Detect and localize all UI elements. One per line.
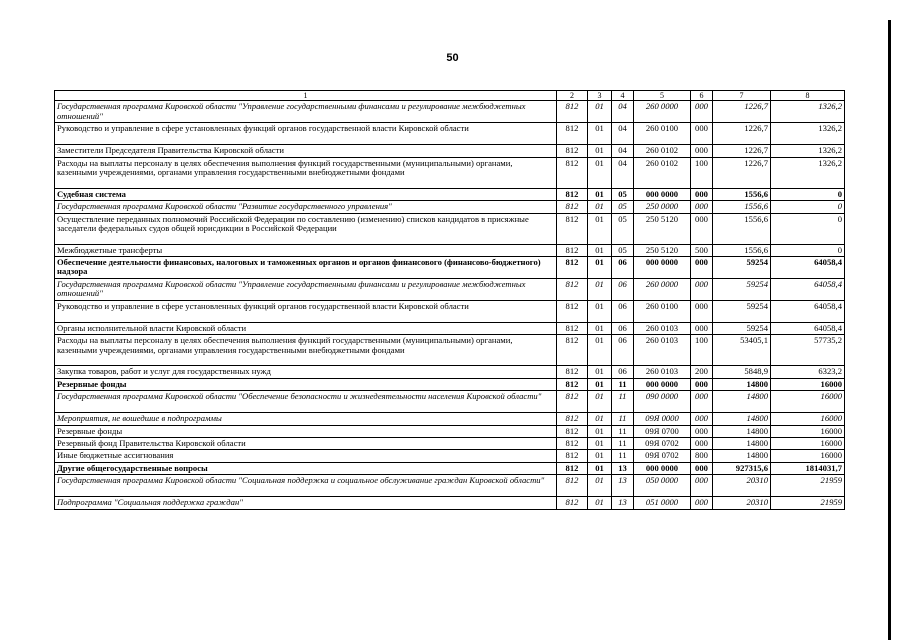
target-article-cell: 09Я 0702 xyxy=(634,450,691,462)
column-header: 2 xyxy=(557,91,588,101)
ministry-code-cell: 812 xyxy=(557,438,588,450)
subsection-cell: 11 xyxy=(612,438,634,450)
amount-2014-cell: 59254 xyxy=(713,301,771,323)
section-cell: 01 xyxy=(588,301,612,323)
row-name-cell: Судебная система xyxy=(55,188,557,200)
table-row xyxy=(55,301,845,323)
target-article-cell: 260 0103 xyxy=(634,366,691,378)
amount-2015-cell: 16000 xyxy=(771,391,845,413)
amount-2014-cell: 20310 xyxy=(713,497,771,509)
section-cell: 01 xyxy=(588,101,612,123)
row-name-cell: Резервные фонды xyxy=(55,425,557,437)
row-name-cell: Руководство и управление в сфере установленных функций органов государственной власти Кировской области xyxy=(55,301,557,323)
section-cell: 01 xyxy=(588,438,612,450)
expense-type-cell: 000 xyxy=(691,475,713,497)
expense-type-cell: 000 xyxy=(691,123,713,145)
amount-2015-cell: 16000 xyxy=(771,425,845,437)
table-row xyxy=(55,366,845,378)
amount-2015-cell: 57735,2 xyxy=(771,335,845,366)
subsection-cell: 05 xyxy=(612,244,634,256)
table-row xyxy=(55,413,845,425)
amount-2015-cell: 1326,2 xyxy=(771,101,845,123)
amount-2014-cell: 14800 xyxy=(713,438,771,450)
section-cell: 01 xyxy=(588,323,612,335)
ministry-code-cell: 812 xyxy=(557,462,588,474)
subsection-cell: 11 xyxy=(612,450,634,462)
section-cell: 01 xyxy=(588,123,612,145)
table-row xyxy=(55,475,845,497)
target-article-cell: 000 0000 xyxy=(634,378,691,390)
amount-2014-cell: 59254 xyxy=(713,257,771,279)
subsection-cell: 06 xyxy=(612,301,634,323)
ministry-code-cell: 812 xyxy=(557,157,588,188)
row-name-cell: Государственная программа Кировской области "Управление государственными финансами и регулирование межбюджетных отношений" xyxy=(55,279,557,301)
expense-type-cell: 200 xyxy=(691,366,713,378)
subsection-cell: 13 xyxy=(612,475,634,497)
ministry-code-cell: 812 xyxy=(557,201,588,213)
target-article-cell: 000 0000 xyxy=(634,188,691,200)
row-name-cell: Подпрограмма "Социальная поддержка граждан" xyxy=(55,497,557,509)
section-cell: 01 xyxy=(588,366,612,378)
expense-type-cell: 000 xyxy=(691,188,713,200)
table-body xyxy=(55,101,845,509)
amount-2015-cell: 0 xyxy=(771,244,845,256)
subsection-cell: 06 xyxy=(612,335,634,366)
ministry-code-cell: 812 xyxy=(557,213,588,244)
expense-type-cell: 000 xyxy=(691,323,713,335)
row-name-cell: Государственная программа Кировской области "Социальная поддержка и социальное обслуживание граждан Кировской области" xyxy=(55,475,557,497)
table-row xyxy=(55,462,845,474)
row-name-cell: Резервный фонд Правительства Кировской области xyxy=(55,438,557,450)
amount-2015-cell: 0 xyxy=(771,201,845,213)
expense-type-cell: 000 xyxy=(691,301,713,323)
expense-type-cell: 000 xyxy=(691,201,713,213)
section-cell: 01 xyxy=(588,279,612,301)
expense-type-cell: 000 xyxy=(691,101,713,123)
row-name-cell: Органы исполнительной власти Кировской области xyxy=(55,323,557,335)
section-cell: 01 xyxy=(588,335,612,366)
expense-type-cell: 500 xyxy=(691,244,713,256)
expense-type-cell: 100 xyxy=(691,157,713,188)
ministry-code-cell: 812 xyxy=(557,257,588,279)
section-cell: 01 xyxy=(588,413,612,425)
amount-2015-cell: 0 xyxy=(771,213,845,244)
section-cell: 01 xyxy=(588,391,612,413)
target-article-cell: 250 0000 xyxy=(634,201,691,213)
subsection-cell: 04 xyxy=(612,101,634,123)
page-edge-rule xyxy=(888,20,891,640)
row-name-cell: Другие общегосударственные вопросы xyxy=(55,462,557,474)
subsection-cell: 11 xyxy=(612,425,634,437)
subsection-cell: 11 xyxy=(612,413,634,425)
table-row xyxy=(55,101,845,123)
ministry-code-cell: 812 xyxy=(557,323,588,335)
target-article-cell: 09Я 0000 xyxy=(634,413,691,425)
target-article-cell: 09Я 0700 xyxy=(634,425,691,437)
table-row xyxy=(55,497,845,509)
table-row xyxy=(55,323,845,335)
table-row xyxy=(55,335,845,366)
ministry-code-cell: 812 xyxy=(557,145,588,157)
section-cell: 01 xyxy=(588,213,612,244)
amount-2014-cell: 20310 xyxy=(713,475,771,497)
table-row xyxy=(55,123,845,145)
subsection-cell: 06 xyxy=(612,323,634,335)
target-article-cell: 260 0000 xyxy=(634,279,691,301)
amount-2015-cell: 16000 xyxy=(771,438,845,450)
subsection-cell: 13 xyxy=(612,462,634,474)
ministry-code-cell: 812 xyxy=(557,244,588,256)
target-article-cell: 250 5120 xyxy=(634,244,691,256)
column-header: 8 xyxy=(771,91,845,101)
ministry-code-cell: 812 xyxy=(557,425,588,437)
section-cell: 01 xyxy=(588,462,612,474)
amount-2014-cell: 14800 xyxy=(713,450,771,462)
amount-2014-cell: 59254 xyxy=(713,323,771,335)
expense-type-cell: 000 xyxy=(691,462,713,474)
section-cell: 01 xyxy=(588,378,612,390)
amount-2014-cell: 1226,7 xyxy=(713,157,771,188)
amount-2014-cell: 14800 xyxy=(713,391,771,413)
ministry-code-cell: 812 xyxy=(557,413,588,425)
column-header: 5 xyxy=(634,91,691,101)
row-name-cell: Осуществление переданных полномочий Российской Федерации по составлению (изменению) списков кандидатов в присяжные заседатели федеральных судов общей юрисдикции в Российской Федерации xyxy=(55,213,557,244)
amount-2014-cell: 1226,7 xyxy=(713,123,771,145)
target-article-cell: 260 0103 xyxy=(634,323,691,335)
amount-2015-cell: 1814031,7 xyxy=(771,462,845,474)
target-article-cell: 260 0100 xyxy=(634,123,691,145)
section-cell: 01 xyxy=(588,257,612,279)
amount-2015-cell: 1326,2 xyxy=(771,157,845,188)
row-name-cell: Заместители Председателя Правительства Кировской области xyxy=(55,145,557,157)
amount-2015-cell: 1326,2 xyxy=(771,145,845,157)
section-cell: 01 xyxy=(588,497,612,509)
section-cell: 01 xyxy=(588,425,612,437)
subsection-cell: 05 xyxy=(612,201,634,213)
amount-2015-cell: 0 xyxy=(771,188,845,200)
ministry-code-cell: 812 xyxy=(557,123,588,145)
subsection-cell: 05 xyxy=(612,188,634,200)
section-cell: 01 xyxy=(588,201,612,213)
subsection-cell: 04 xyxy=(612,123,634,145)
amount-2015-cell: 64058,4 xyxy=(771,257,845,279)
table-row xyxy=(55,201,845,213)
amount-2014-cell: 927315,6 xyxy=(713,462,771,474)
amount-2014-cell: 14800 xyxy=(713,378,771,390)
amount-2015-cell: 21959 xyxy=(771,497,845,509)
target-article-cell: 260 0100 xyxy=(634,301,691,323)
target-article-cell: 260 0000 xyxy=(634,101,691,123)
row-name-cell: Мероприятия, не вошедшие в подпрограммы xyxy=(55,413,557,425)
row-name-cell: Расходы на выплаты персоналу в целях обеспечения выполнения функций государственными (муниципальными) органами, казенными учреждениями, органами управления государственными внебюджетными фондами xyxy=(55,157,557,188)
amount-2014-cell: 14800 xyxy=(713,413,771,425)
column-header: 7 xyxy=(713,91,771,101)
amount-2014-cell: 14800 xyxy=(713,425,771,437)
ministry-code-cell: 812 xyxy=(557,335,588,366)
subsection-cell: 04 xyxy=(612,145,634,157)
row-name-cell: Обеспечение деятельности финансовых, налоговых и таможенных органов и органов финансового (финансово-бюджетного) надзора xyxy=(55,257,557,279)
expense-type-cell: 000 xyxy=(691,257,713,279)
section-cell: 01 xyxy=(588,450,612,462)
ministry-code-cell: 812 xyxy=(557,188,588,200)
column-header: 4 xyxy=(612,91,634,101)
table-row xyxy=(55,378,845,390)
target-article-cell: 050 0000 xyxy=(634,475,691,497)
amount-2014-cell: 59254 xyxy=(713,279,771,301)
table-row xyxy=(55,425,845,437)
target-article-cell: 09Я 0702 xyxy=(634,438,691,450)
expense-type-cell: 800 xyxy=(691,450,713,462)
section-cell: 01 xyxy=(588,475,612,497)
subsection-cell: 06 xyxy=(612,279,634,301)
amount-2014-cell: 5848,9 xyxy=(713,366,771,378)
page-number: 50 xyxy=(446,52,459,64)
expense-type-cell: 000 xyxy=(691,425,713,437)
target-article-cell: 260 0103 xyxy=(634,335,691,366)
amount-2015-cell: 16000 xyxy=(771,450,845,462)
section-cell: 01 xyxy=(588,244,612,256)
amount-2015-cell: 64058,4 xyxy=(771,279,845,301)
ministry-code-cell: 812 xyxy=(557,450,588,462)
section-cell: 01 xyxy=(588,157,612,188)
row-name-cell: Государственная программа Кировской области "Управление государственными финансами и регулирование межбюджетных отношений" xyxy=(55,101,557,123)
section-cell: 01 xyxy=(588,145,612,157)
row-name-cell: Иные бюджетные ассигнования xyxy=(55,450,557,462)
subsection-cell: 11 xyxy=(612,378,634,390)
expense-type-cell: 000 xyxy=(691,279,713,301)
table-row xyxy=(55,213,845,244)
row-name-cell: Закупка товаров, работ и услуг для государственных нужд xyxy=(55,366,557,378)
column-header: 6 xyxy=(691,91,713,101)
table-row xyxy=(55,157,845,188)
subsection-cell: 06 xyxy=(612,257,634,279)
ministry-code-cell: 812 xyxy=(557,279,588,301)
table-row xyxy=(55,145,845,157)
target-article-cell: 250 5120 xyxy=(634,213,691,244)
amount-2015-cell: 21959 xyxy=(771,475,845,497)
amount-2015-cell: 6323,2 xyxy=(771,366,845,378)
subsection-cell: 11 xyxy=(612,391,634,413)
table-row xyxy=(55,244,845,256)
table-row xyxy=(55,438,845,450)
amount-2014-cell: 1556,6 xyxy=(713,244,771,256)
target-article-cell: 000 0000 xyxy=(634,257,691,279)
amount-2015-cell: 16000 xyxy=(771,413,845,425)
amount-2014-cell: 1556,6 xyxy=(713,188,771,200)
expense-type-cell: 000 xyxy=(691,145,713,157)
amount-2015-cell: 64058,4 xyxy=(771,323,845,335)
subsection-cell: 06 xyxy=(612,366,634,378)
subsection-cell: 05 xyxy=(612,213,634,244)
ministry-code-cell: 812 xyxy=(557,101,588,123)
amount-2014-cell: 1556,6 xyxy=(713,213,771,244)
table-row xyxy=(55,279,845,301)
row-name-cell: Расходы на выплаты персоналу в целях обеспечения выполнения функций государственными (муниципальными) органами, казенными учреждениями, органами управления государственными внебюджетными фондами xyxy=(55,335,557,366)
expense-type-cell: 100 xyxy=(691,335,713,366)
table-row xyxy=(55,391,845,413)
budget-table xyxy=(54,90,845,510)
column-header: 3 xyxy=(588,91,612,101)
ministry-code-cell: 812 xyxy=(557,475,588,497)
ministry-code-cell: 812 xyxy=(557,497,588,509)
ministry-code-cell: 812 xyxy=(557,301,588,323)
row-name-cell: Государственная программа Кировской области "Развитие государственного управления" xyxy=(55,201,557,213)
amount-2014-cell: 53405,1 xyxy=(713,335,771,366)
amount-2015-cell: 1326,2 xyxy=(771,123,845,145)
row-name-cell: Государственная программа Кировской области "Обеспечение безопасности и жизнедеятельности населения Кировской области" xyxy=(55,391,557,413)
section-cell: 01 xyxy=(588,188,612,200)
row-name-cell: Межбюджетные трансферты xyxy=(55,244,557,256)
ministry-code-cell: 812 xyxy=(557,366,588,378)
column-header: 1 xyxy=(55,91,557,101)
amount-2014-cell: 1226,7 xyxy=(713,101,771,123)
table-row xyxy=(55,188,845,200)
target-article-cell: 051 0000 xyxy=(634,497,691,509)
target-article-cell: 260 0102 xyxy=(634,157,691,188)
row-name-cell: Резервные фонды xyxy=(55,378,557,390)
column-number-row xyxy=(55,91,845,101)
amount-2015-cell: 64058,4 xyxy=(771,301,845,323)
amount-2015-cell: 16000 xyxy=(771,378,845,390)
ministry-code-cell: 812 xyxy=(557,391,588,413)
expense-type-cell: 000 xyxy=(691,213,713,244)
amount-2014-cell: 1226,7 xyxy=(713,145,771,157)
table-row xyxy=(55,450,845,462)
expense-type-cell: 000 xyxy=(691,438,713,450)
target-article-cell: 260 0102 xyxy=(634,145,691,157)
row-name-cell: Руководство и управление в сфере установленных функций органов государственной власти Кировской области xyxy=(55,123,557,145)
expense-type-cell: 000 xyxy=(691,391,713,413)
expense-type-cell: 000 xyxy=(691,413,713,425)
target-article-cell: 090 0000 xyxy=(634,391,691,413)
target-article-cell: 000 0000 xyxy=(634,462,691,474)
ministry-code-cell: 812 xyxy=(557,378,588,390)
subsection-cell: 04 xyxy=(612,157,634,188)
table-row xyxy=(55,257,845,279)
subsection-cell: 13 xyxy=(612,497,634,509)
expense-type-cell: 000 xyxy=(691,378,713,390)
expense-type-cell: 000 xyxy=(691,497,713,509)
amount-2014-cell: 1556,6 xyxy=(713,201,771,213)
